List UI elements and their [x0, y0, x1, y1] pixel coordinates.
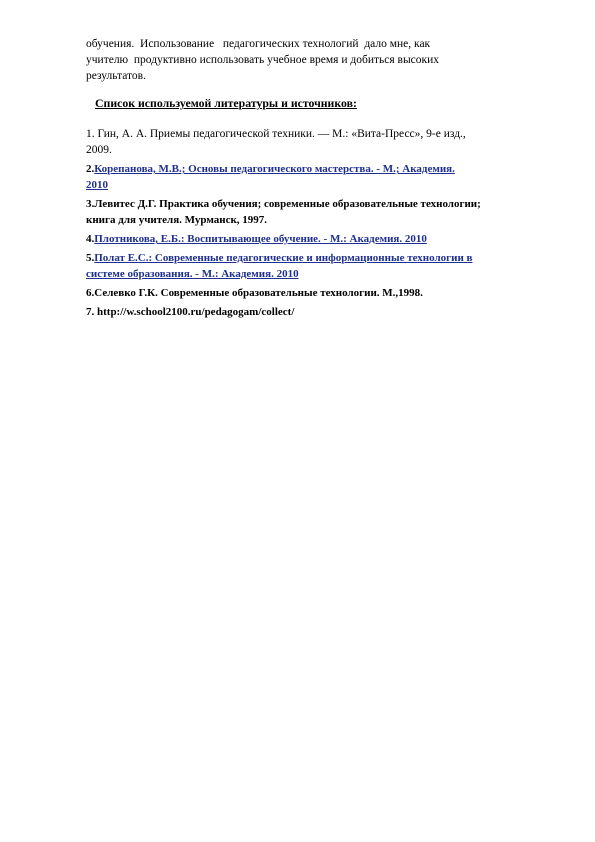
reference-number: 4. [86, 233, 95, 245]
reference-link[interactable]: системе образования. - М.: Академия. 2010 [86, 268, 299, 280]
reference-link[interactable]: 2010 [86, 179, 108, 191]
reference-item-3 [86, 196, 556, 228]
reference-item-1 [86, 126, 556, 158]
reference-text: 1. Гин, А. А. Приемы педагогической техники. — М.: «Вита-Пресс», 9-е изд., [86, 128, 466, 140]
reference-item-2 [86, 161, 556, 193]
intro-line: обучения. Использование педагогических технологий дало мне, как [86, 38, 431, 50]
reference-text: 2009. [86, 144, 112, 156]
intro-line: результатов. [86, 70, 146, 82]
reference-link[interactable]: Плотникова, Е.Б.: Воспитывающее обучение. - М.: Академия. 2010 [94, 233, 427, 245]
intro-paragraph [86, 36, 526, 84]
reference-number: 5. [86, 252, 95, 264]
reference-text: книга для учителя. Мурманск, 1997. [86, 214, 268, 226]
intro-line: учителю продуктивно использовать учебное время и добиться высоких [86, 54, 440, 66]
reference-text: 6.Селевко Г.К. Современные образовательные технологии. М.,1998. [86, 287, 423, 299]
reference-item-6 [86, 285, 556, 301]
reference-url: 7. http://w.school2100.ru/pedagogam/collect/ [86, 306, 295, 318]
reference-item-7 [86, 304, 556, 320]
reference-item-4 [86, 231, 556, 247]
reference-link[interactable]: Полат Е.С.: Современные педагогические и информационные технологии в [94, 252, 473, 264]
reference-item-5 [86, 250, 556, 282]
reference-link[interactable]: Корепанова, М.В.; Основы педагогического мастерства. - М.; Академия. [94, 163, 455, 175]
reference-number: 2. [86, 163, 95, 175]
bibliography-list [86, 126, 556, 323]
reference-text: 3.Левитес Д.Г. Практика обучения; современные образовательные технологии; [86, 198, 481, 210]
bibliography-heading: Список используемой литературы и источников: [95, 96, 357, 110]
